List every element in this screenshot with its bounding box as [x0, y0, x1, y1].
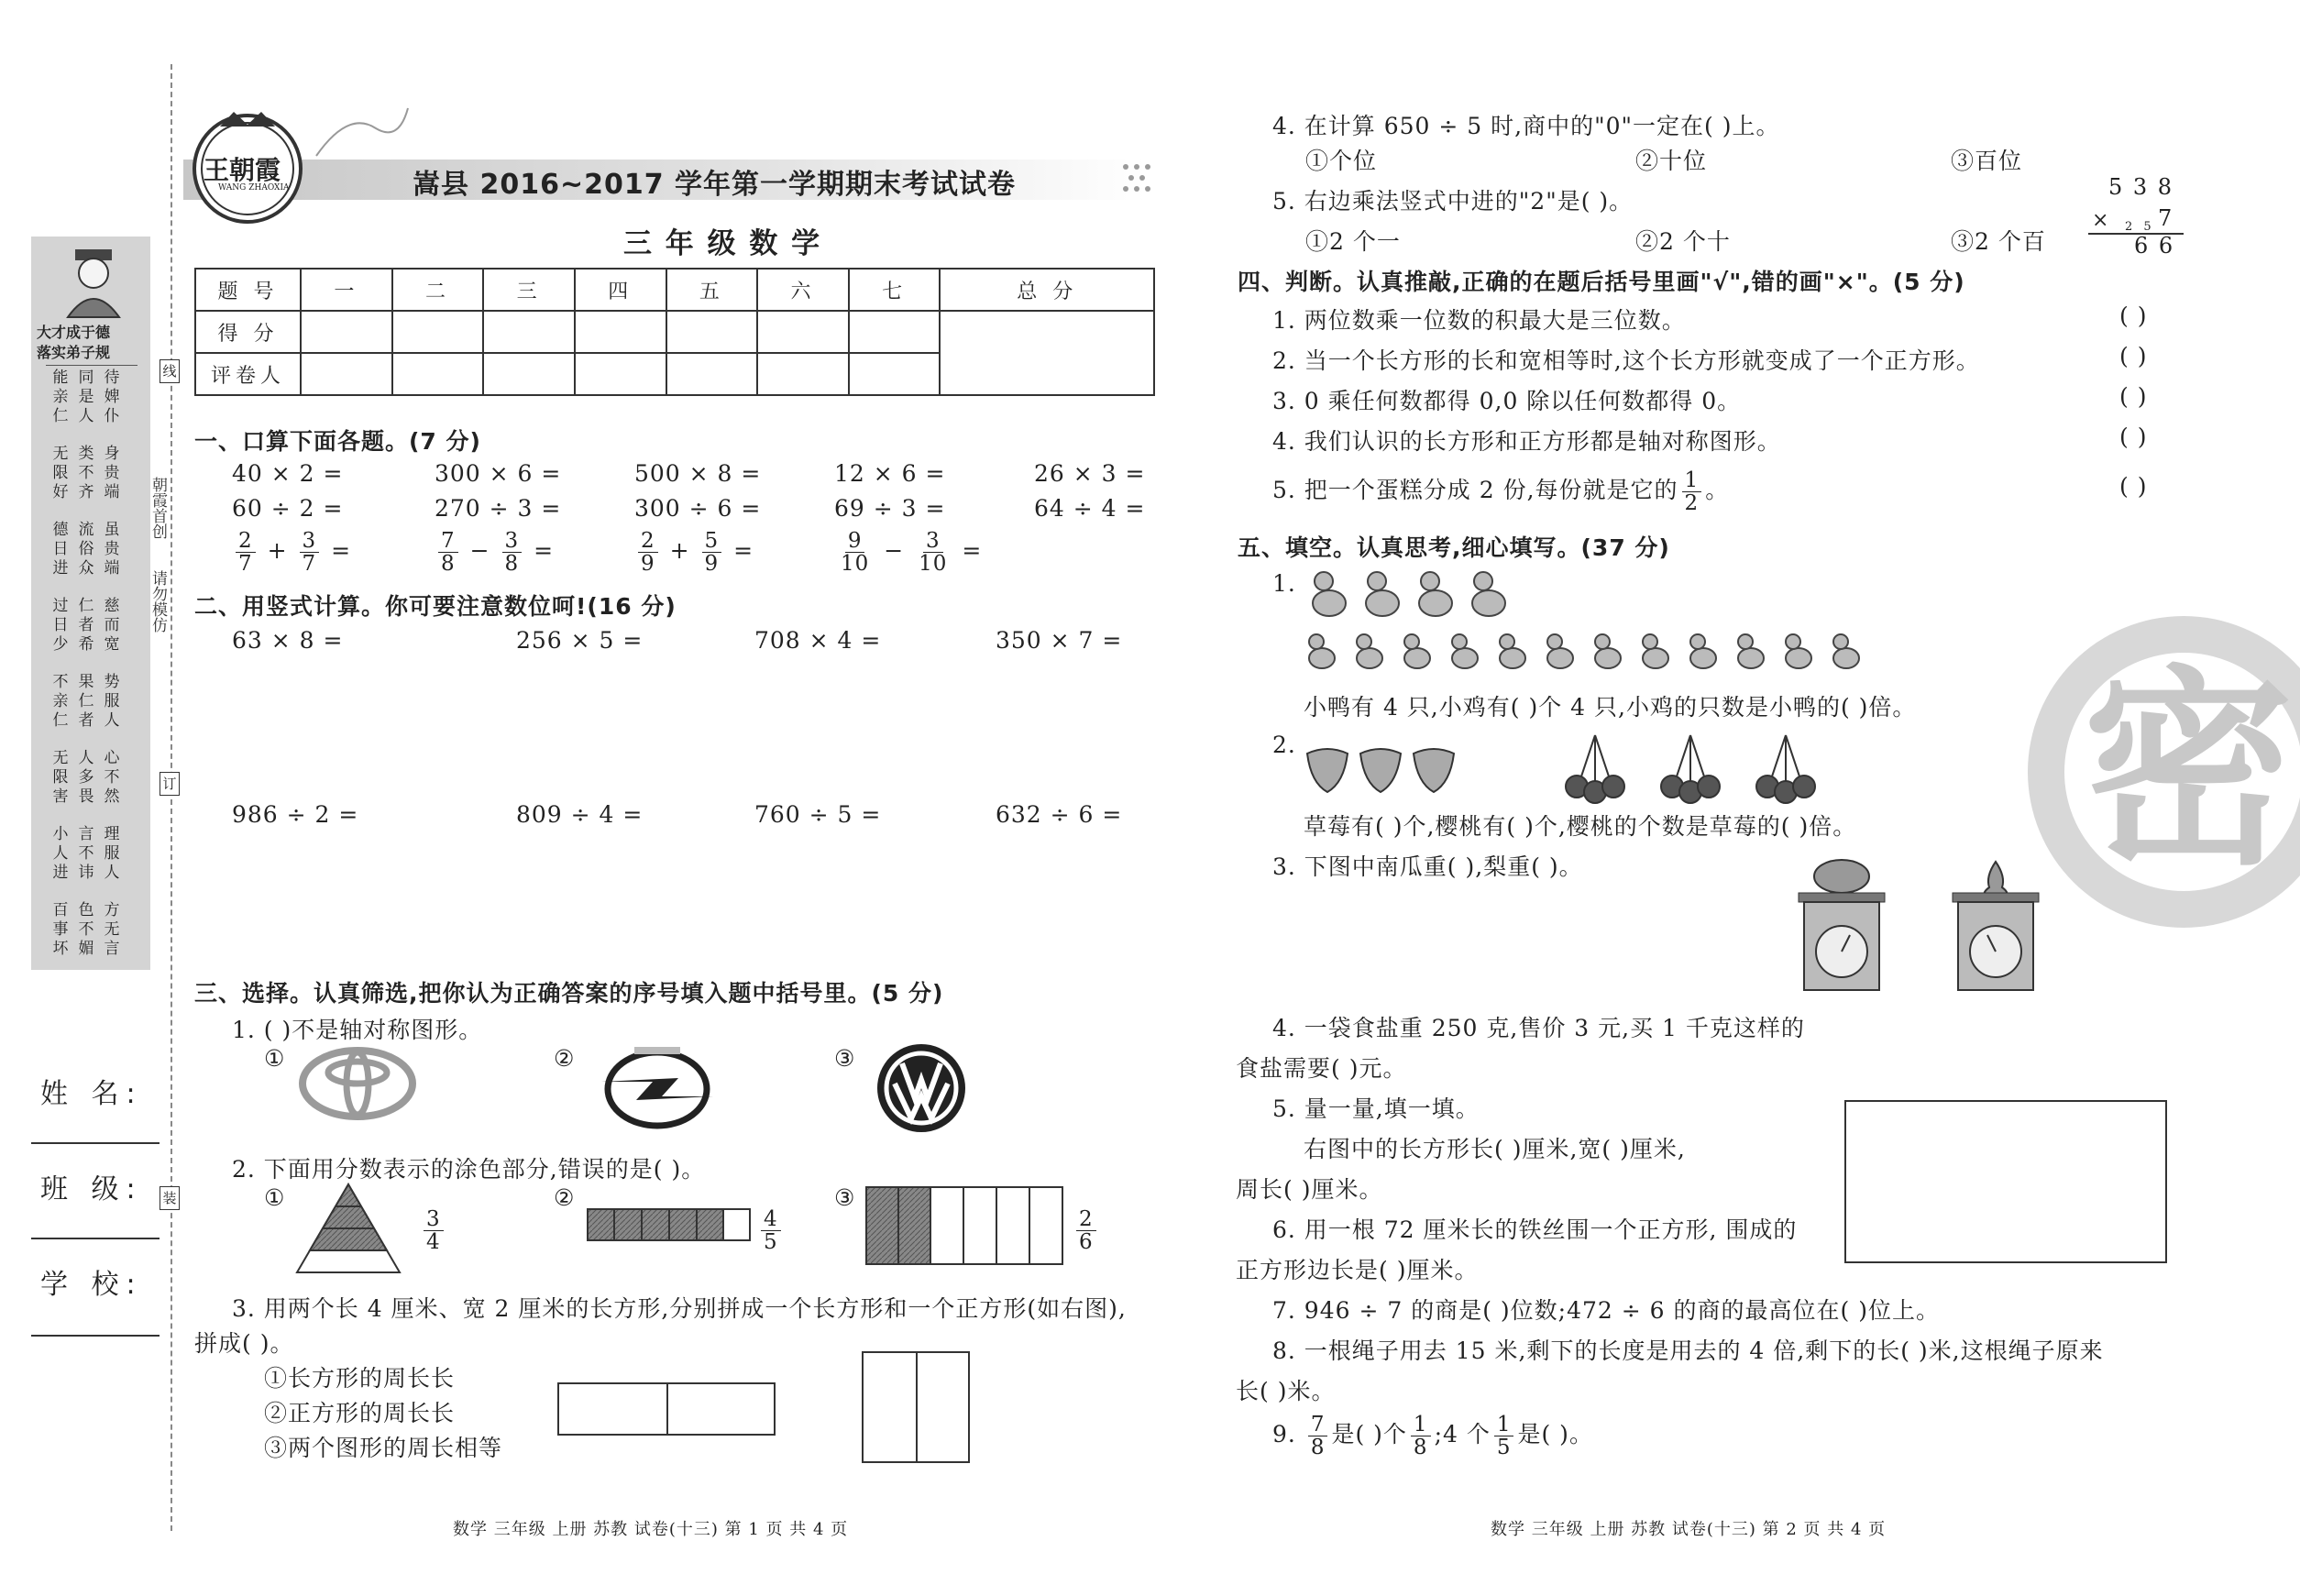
frac-den: 4: [426, 1230, 441, 1255]
motto-line-1: 大才成于德: [37, 324, 111, 341]
oral-calc: 26 × 3 =: [1034, 460, 1146, 487]
score-table: [194, 268, 1155, 396]
choice-q5: 5. 右边乘法竖式中进的"2"是( )。: [1272, 188, 1634, 215]
frac-num: 7: [1308, 1414, 1328, 1436]
columns-shaded-figure: [865, 1186, 1063, 1265]
motto-column: 无限好: [52, 445, 69, 501]
triangle-shaded-figure: [293, 1181, 403, 1276]
frac-den: 5: [764, 1230, 778, 1255]
oral-calc: 300 ÷ 6 =: [634, 495, 762, 522]
binding-line: [171, 64, 172, 1531]
exam-title: 嵩县 2016~2017 学年第一学期期末考试试卷: [413, 169, 1017, 201]
vertical-calc-problem: 760 ÷ 5 =: [754, 801, 882, 828]
bar-shaded-figure: [587, 1208, 752, 1241]
choice-q3-option: ③两个图形的周长相等: [264, 1435, 503, 1461]
measure-rectangle-figure: [1844, 1100, 2167, 1263]
vertical-calc-problem: 632 ÷ 6 =: [996, 801, 1123, 828]
grader-cell[interactable]: [575, 353, 666, 395]
motto-column: 人多畏: [78, 749, 94, 806]
confidential-watermark: [2028, 616, 2300, 928]
fill-q6-line1: 6. 用一根 72 厘米长的铁丝围一个正方形, 围成的: [1272, 1216, 1798, 1243]
fill-q5-line2: 右图中的长方形长( )厘米,宽( )厘米,: [1304, 1136, 1686, 1162]
oral-calc: 60 ÷ 2 =: [232, 495, 344, 522]
frac-num: 3: [424, 1208, 444, 1231]
frac-num: 3: [923, 530, 943, 553]
choice-q1: 1. ( )不是轴对称图形。: [232, 1017, 483, 1043]
motto-column: 德日进: [52, 521, 69, 578]
opel-logo-icon: [598, 1041, 717, 1133]
frac-den: 7: [302, 552, 317, 577]
section5-title: 五、填空。认真思考,细心填写。(37 分): [1238, 534, 1670, 561]
frac-num: 2: [1076, 1208, 1096, 1231]
frac-den: 7: [238, 552, 253, 577]
frac-den: 10: [841, 552, 870, 577]
score-table-header-row: [195, 269, 1154, 311]
frac-num: 3: [502, 530, 523, 553]
score-table-header-cell: 二: [392, 269, 484, 311]
vertical-calc-problem: 708 × 4 =: [754, 627, 882, 654]
frac-num: 2: [236, 530, 256, 553]
vertical-calc-problem: 256 × 5 =: [516, 627, 644, 654]
motto-column: 仁者希: [78, 597, 94, 654]
motto-column: 小人进: [52, 825, 69, 882]
choice-q4-option: ②十位: [1635, 148, 1708, 174]
oral-calc: 12 × 6 =: [834, 460, 946, 487]
frac-den: 6: [1079, 1230, 1094, 1255]
motto-column: 方无言: [104, 901, 120, 958]
frac-den: 10: [919, 552, 948, 577]
seal-mark-zhuang: 装: [160, 1186, 180, 1210]
motto-column: 流俗众: [78, 521, 94, 578]
oral-calc: 300 × 6 =: [435, 460, 562, 487]
grader-cell[interactable]: [483, 353, 575, 395]
fill-q6-line2: 正方形边长是( )厘米。: [1236, 1257, 1479, 1283]
fill-q8-line2: 长( )米。: [1236, 1378, 1336, 1404]
rectangle-divider: [666, 1382, 668, 1436]
choice-q4: 4. 在计算 650 ÷ 5 时,商中的"0"一定在( )上。: [1272, 113, 1780, 139]
vertical-calc-digit: 7: [2158, 205, 2173, 231]
choice-q5-option: ①2 个一: [1305, 228, 1401, 255]
frac-num: 1: [1411, 1414, 1431, 1436]
motto-column: 虽贵端: [104, 521, 120, 578]
figure-fraction: [757, 1208, 785, 1253]
motto-column: 同是人: [78, 369, 94, 425]
logo-text: 王朝霞: [204, 155, 281, 185]
motto-column: 言不讳: [78, 825, 94, 882]
frac-op: −: [469, 537, 490, 565]
frac-den: 8: [504, 552, 520, 577]
volkswagen-logo-icon: [875, 1041, 968, 1135]
frac-eq: =: [733, 537, 754, 565]
section2-title: 二、用竖式计算。你可要注意数位呵!(16 分): [194, 593, 677, 620]
vertical-calc-problem: 350 × 7 =: [996, 627, 1123, 654]
judge-answer-paren[interactable]: ( ): [2119, 343, 2148, 369]
vertical-note-1: 朝霞首创: [149, 477, 167, 539]
frac-op: −: [884, 537, 905, 565]
judge-answer-paren[interactable]: ( ): [2119, 303, 2148, 329]
oral-calc: 500 × 8 =: [634, 460, 762, 487]
score-cell[interactable]: [301, 311, 392, 353]
score-cell[interactable]: [849, 311, 941, 353]
frac-num: 4: [761, 1208, 781, 1231]
motto-column: 类不齐: [78, 445, 94, 501]
choice-q4-option: ③百位: [1951, 148, 2023, 174]
fill-q7: 7. 946 ÷ 7 的商是( )位数;472 ÷ 6 的商的最高位在( )位上。: [1272, 1297, 1940, 1324]
fraction-expression: [232, 530, 351, 575]
scholar-figure-icon: [48, 246, 139, 321]
seal-mark-xian: 线: [160, 359, 180, 383]
frac-num: 1: [1494, 1414, 1514, 1436]
motto-column: 理服人: [104, 825, 120, 882]
frac-den: 9: [641, 552, 655, 577]
oral-calc: 69 ÷ 3 =: [834, 495, 946, 522]
fill-q2-number: 2.: [1272, 732, 1296, 758]
pear-scale-icon: [1945, 858, 2046, 996]
grader-cell[interactable]: [757, 353, 849, 395]
motto-column: 果仁者: [78, 673, 94, 730]
fill-q1-text: 小鸭有 4 只,小鸡有( )个 4 只,小鸡的只数是小鸭的( )倍。: [1304, 694, 1917, 721]
frac-den: 2: [1684, 491, 1700, 516]
cherries-group-icon: [1562, 730, 1828, 809]
score-cell[interactable]: [757, 311, 849, 353]
title-band-dots-icon: [1120, 160, 1157, 200]
frac-den: 5: [1496, 1436, 1512, 1460]
fraction-expression: [435, 530, 554, 575]
fill-q9-text: 是( )个: [1331, 1421, 1407, 1448]
score-table-header-cell: 题 号: [195, 269, 301, 311]
oral-calc: 40 × 2 =: [232, 460, 344, 487]
oral-calc: 270 ÷ 3 =: [435, 495, 562, 522]
frac-num: 3: [300, 530, 320, 553]
judge-item: 4. 我们认识的长方形和正方形都是轴对称图形。: [1272, 428, 1781, 455]
option-marker: ①: [264, 1184, 286, 1211]
vertical-calc-carry: 2 5: [2125, 220, 2155, 234]
score-table-header-cell: 总 分: [940, 269, 1154, 311]
choice-q5-option: ②2 个十: [1635, 228, 1731, 255]
figure-fraction: [1073, 1208, 1100, 1253]
motto-column: 不亲仁: [52, 673, 69, 730]
vertical-calc-op: ×: [2092, 209, 2109, 232]
vertical-calc-problem: 63 × 8 =: [232, 627, 344, 654]
score-cell[interactable]: [392, 311, 484, 353]
frac-op: +: [669, 537, 690, 565]
fill-q9-text: 是( )。: [1517, 1421, 1593, 1448]
frac-den: 8: [441, 552, 456, 577]
fill-q5-line1: 5. 量一量,填一填。: [1272, 1095, 1480, 1122]
fill-q5-line3: 周长( )厘米。: [1236, 1176, 1383, 1203]
class-line[interactable]: [31, 1238, 160, 1239]
name-line[interactable]: [31, 1142, 160, 1144]
frac-num: 7: [438, 530, 458, 553]
vertical-calc-top: 5 3 8: [2108, 174, 2174, 200]
motto-column: 身贵端: [104, 445, 120, 501]
fill-q1-number: 1.: [1272, 570, 1296, 597]
score-table-header-cell: 六: [757, 269, 849, 311]
judge-item: 1. 两位数乘一位数的积最大是三位数。: [1272, 307, 1686, 334]
vertical-calc-problem: 986 ÷ 2 =: [232, 801, 359, 828]
logo-subtext: WANG ZHAOXIA: [218, 183, 290, 193]
oral-calc: 64 ÷ 4 =: [1034, 495, 1146, 522]
fill-q4-line1: 4. 一袋食盐重 250 克,售价 3 元,买 1 千克这样的: [1272, 1015, 1805, 1041]
ducklings-group-icon: [1302, 563, 1522, 629]
frac-den: 9: [704, 552, 720, 577]
choice-q5-option: ③2 个百: [1951, 228, 2046, 255]
score-row-label: 得 分: [195, 311, 301, 353]
figure-fraction: [420, 1208, 447, 1253]
choice-q4-option: ①个位: [1305, 148, 1378, 174]
score-table-header-cell: 三: [483, 269, 575, 311]
vertical-note-2: 请勿模仿: [149, 570, 167, 633]
motto-column: 慈而宽: [104, 597, 120, 654]
motto-column: 色不媚: [78, 901, 94, 958]
judge-item: 5. 把一个蛋糕分成 2 份,每份就是它的 $\frac{1}{2}$ 。: [1272, 468, 1730, 516]
grader-cell[interactable]: [666, 353, 758, 395]
footer-right: 数学 三年级 上册 苏教 试卷(十三) 第 2 页 共 4 页: [1491, 1520, 1887, 1539]
motto-column: 过日少: [52, 597, 69, 654]
grader-cell[interactable]: [392, 353, 484, 395]
score-cell[interactable]: [666, 311, 758, 353]
fraction-expression: [834, 530, 982, 575]
vertical-calc-problem: 809 ÷ 4 =: [516, 801, 644, 828]
frac-eq: =: [331, 537, 352, 565]
fill-q9-number: 9.: [1272, 1421, 1296, 1448]
option-marker: ②: [554, 1184, 576, 1211]
option-marker: ③: [834, 1045, 856, 1072]
section1-title: 一、口算下面各题。(7 分): [194, 428, 481, 455]
section4-title: 四、判断。认真推敲,正确的在题后括号里画"√",错的画"×"。(5 分): [1238, 269, 1965, 295]
motto-column: 能亲仁: [52, 369, 69, 425]
motto-column: 百事坏: [52, 901, 69, 958]
judge-answer-paren[interactable]: ( ): [2119, 383, 2148, 410]
grader-cell[interactable]: [849, 353, 941, 395]
frac-num: 2: [638, 530, 658, 553]
choice-q2: 2. 下面用分数表示的涂色部分,错误的是( )。: [232, 1156, 706, 1183]
score-table-header-cell: 五: [666, 269, 758, 311]
footer-left: 数学 三年级 上册 苏教 试卷(十三) 第 1 页 共 4 页: [453, 1520, 849, 1539]
judge-item: 3. 0 乘任何数都得 0,0 除以任何数都得 0。: [1272, 388, 1742, 414]
option-marker: ③: [834, 1184, 856, 1211]
motto-column: 无限害: [52, 749, 69, 806]
fraction-expression: [634, 530, 754, 575]
choice-q3-line1: 3. 用两个长 4 厘米、宽 2 厘米的长方形,分别拼成一个长方形和一个正方形(如右图),: [232, 1295, 1127, 1322]
motto-divider: [46, 365, 138, 366]
school-line[interactable]: [31, 1335, 160, 1337]
frac-num: 1: [1682, 469, 1702, 492]
fill-q3-text: 3. 下图中南瓜重( ),梨重( )。: [1272, 853, 1583, 880]
option-marker: ①: [264, 1045, 286, 1072]
judge-answer-paren[interactable]: ( ): [2119, 473, 2148, 500]
motto-line-2: 落实弟子规: [37, 344, 111, 361]
judge-item: 2. 当一个长方形的长和宽相等时,这个长方形就变成了一个正方形。: [1272, 347, 1980, 374]
choice-q3-option: ②正方形的周长长: [264, 1400, 456, 1426]
score-table-row: [195, 311, 1154, 353]
frac-den: 8: [1310, 1436, 1326, 1460]
frac-num: 5: [702, 530, 722, 553]
fill-q2-text: 草莓有( )个,樱桃有( )个,樱桃的个数是草莓的( )倍。: [1304, 813, 1857, 840]
score-table-header-cell: 四: [575, 269, 666, 311]
score-table-header-cell: 七: [849, 269, 941, 311]
frac-num: 9: [845, 530, 865, 553]
fill-q8-line1: 8. 一根绳子用去 15 米,剩下的长度是用去的 4 倍,剩下的长( )米,这根绳子原来: [1272, 1337, 2104, 1364]
exam-subtitle: 三 年 级 数 学: [623, 227, 822, 260]
watermark-glyph: 密: [2083, 649, 2294, 894]
choice-q3-option: ①长方形的周长长: [264, 1365, 456, 1392]
toyota-logo-icon: [299, 1047, 416, 1120]
pumpkin-scale-icon: [1791, 858, 1892, 996]
motto-column: 待婢仆: [104, 369, 120, 425]
section3-title: 三、选择。认真筛选,把你认为正确答案的序号填入题中括号里。(5 分): [194, 980, 944, 1007]
school-label: 学 校:: [40, 1269, 143, 1301]
chicks-group-icon: [1302, 629, 1879, 675]
motto-column: 势服人: [104, 673, 120, 730]
strawberries-group-icon: [1302, 741, 1467, 796]
score-row-label: 评卷人: [195, 353, 301, 395]
score-cell[interactable]: [483, 311, 575, 353]
fill-q9-text: ;4 个: [1434, 1421, 1491, 1448]
ribbon-decoration-icon: [312, 101, 413, 165]
judge-item-text: 5. 把一个蛋糕分成 2 份,每份就是它的: [1272, 477, 1678, 504]
fill-q9: [1272, 1414, 1593, 1458]
frac-eq: =: [962, 537, 983, 565]
grader-cell[interactable]: [301, 353, 392, 395]
frac-op: +: [267, 537, 288, 565]
total-score-cell[interactable]: [940, 311, 1154, 395]
score-table-header-cell: 一: [301, 269, 392, 311]
frac-eq: =: [534, 537, 555, 565]
square-divider: [916, 1351, 918, 1463]
fill-q4-line2: 食盐需要( )元。: [1236, 1055, 1407, 1082]
choice-q3-line2: 拼成( )。: [194, 1330, 294, 1357]
score-cell[interactable]: [575, 311, 666, 353]
option-marker: ②: [554, 1045, 576, 1072]
seal-mark-ding: 订: [160, 772, 180, 796]
judge-answer-paren[interactable]: ( ): [2119, 424, 2148, 450]
frac-den: 8: [1413, 1436, 1428, 1460]
vertical-calc-result: 6 6: [2134, 233, 2175, 259]
class-label: 班 级:: [40, 1173, 143, 1205]
name-label: 姓 名:: [40, 1078, 143, 1110]
motto-column: 心不然: [104, 749, 120, 806]
